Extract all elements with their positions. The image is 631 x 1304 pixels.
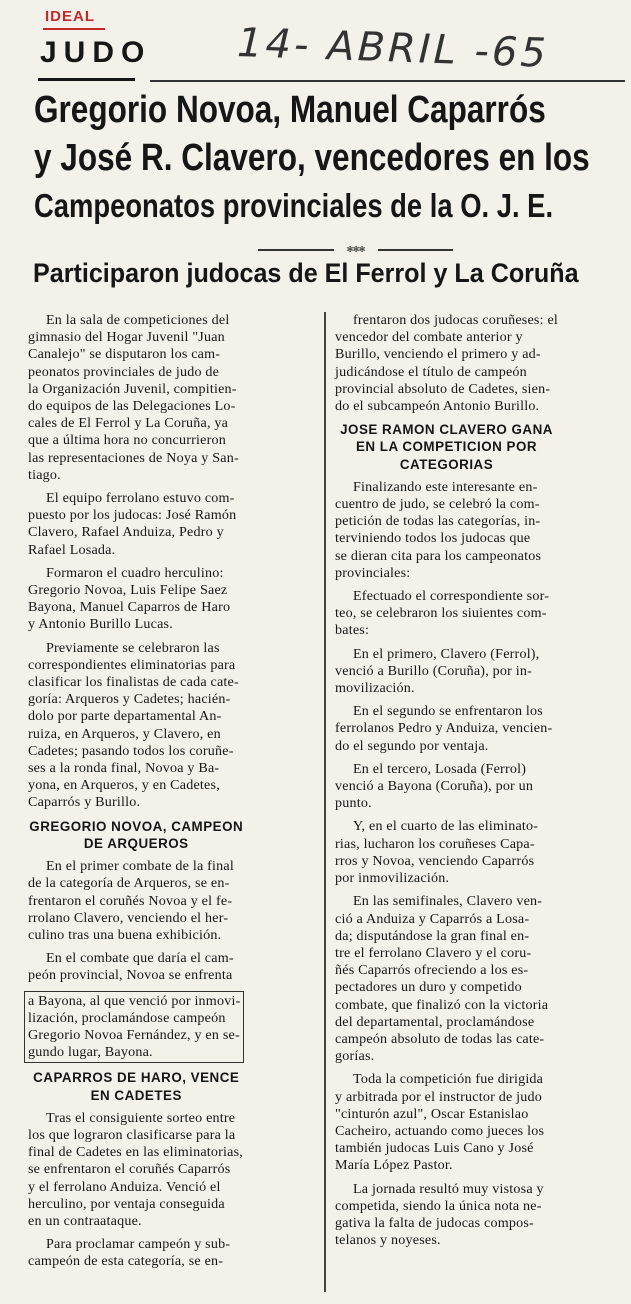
text-line: En el tercero, Losada (Ferrol) bbox=[353, 760, 527, 777]
text-line: María López Pastor. bbox=[335, 1157, 453, 1174]
text-line: gimnasio del Hogar Juvenil "Juan bbox=[28, 329, 225, 346]
headline-line-2: y José R. Clavero, vencedores en los bbox=[34, 137, 590, 179]
text-line: En las semifinales, Clavero ven- bbox=[353, 893, 543, 910]
paragraph bbox=[335, 1181, 558, 1250]
paragraph bbox=[28, 858, 244, 944]
text-line: ferrolanos Pedro y Anduiza, vencien- bbox=[335, 720, 553, 737]
text-line: dolo por parte departamental An- bbox=[28, 708, 222, 725]
text-line: y el ferrolano Anduiza. Venció el bbox=[28, 1178, 221, 1195]
text-line: Rafael Losada. bbox=[28, 541, 116, 558]
paragraph bbox=[28, 1110, 244, 1230]
text-line: peonatos provinciales de judo de bbox=[28, 363, 220, 380]
text-line: competida, siendo la única nota ne- bbox=[335, 1197, 542, 1214]
text-line: campeón de esta categoría, se en- bbox=[28, 1253, 224, 1270]
text-line: que a última hora no concurrieron bbox=[28, 432, 226, 449]
text-line: de la categoría de Arqueros, se en- bbox=[28, 875, 230, 892]
paragraph bbox=[335, 1071, 558, 1174]
text-line: do equipos de las Delegaciones Lo- bbox=[28, 398, 236, 415]
text-line: cales de El Ferrol y La Coruña, ya bbox=[28, 415, 229, 432]
paragraph bbox=[335, 818, 558, 887]
text-line: terviniendo todos los judocas que bbox=[335, 530, 531, 547]
text-line: Toda la competición fue dirigida bbox=[353, 1071, 544, 1088]
text-line: da; disputándose la gran final en- bbox=[335, 927, 530, 944]
section-underline bbox=[38, 78, 135, 81]
text-line: y arbitrada por el instructor de judo bbox=[335, 1088, 542, 1105]
spacer bbox=[28, 1271, 244, 1277]
text-line: goría: Arqueros y Cadetes; hacién- bbox=[28, 691, 231, 708]
paragraph bbox=[28, 312, 244, 484]
text-line: las representaciones de Noya y San- bbox=[28, 449, 239, 466]
text-line: frentaron dos judocas coruñeses: el bbox=[353, 312, 559, 328]
source-label: IDEAL bbox=[45, 8, 95, 25]
text-line: clasificar los finalistas de cada cate- bbox=[28, 674, 239, 691]
ornament-rule-right bbox=[378, 249, 453, 251]
text-line: Cacheiro, actuando como jueces los bbox=[335, 1122, 545, 1139]
text-line: a Bayona, al que venció por inmovi- bbox=[28, 992, 241, 1009]
text-line: JOSE RAMON CLAVERO GANA bbox=[340, 422, 553, 438]
text-line: Previamente se celebraron las bbox=[46, 639, 220, 656]
text-line: vencedor del combate anterior y bbox=[335, 329, 523, 346]
text-line: La jornada resultó muy vistosa y bbox=[353, 1180, 544, 1197]
text-line: la Organización Juvenil, compitien- bbox=[28, 380, 237, 397]
text-line: CAPARROS DE HARO, VENCE bbox=[33, 1070, 240, 1086]
text-line: GREGORIO NOVOA, CAMPEON bbox=[29, 818, 244, 834]
text-line: por inmovilización. bbox=[335, 870, 450, 887]
text-line: telanos y noyeses. bbox=[335, 1232, 441, 1249]
text-line: culino tras una buena exhibición. bbox=[28, 926, 222, 943]
subsection-heading bbox=[28, 1069, 244, 1103]
text-line: Burillo, venciendo el primero y ad- bbox=[335, 346, 541, 363]
text-line: peón provincial, Novoa se enfrenta bbox=[28, 967, 233, 984]
text-line: judicándose el título de campeón bbox=[335, 363, 527, 380]
text-line: En el combate que daría el cam- bbox=[46, 950, 234, 967]
text-line: en un contraataque. bbox=[28, 1212, 142, 1229]
paragraph bbox=[28, 1236, 244, 1270]
text-line: bates: bbox=[335, 622, 370, 639]
ornament-mark: ✻✻✻ bbox=[346, 244, 366, 255]
text-line: gativa la falta de judocas compos- bbox=[335, 1214, 534, 1231]
paragraph bbox=[335, 588, 558, 640]
text-line: Clavero, Rafael Anduiza, Pedro y bbox=[28, 524, 224, 541]
text-line: y Antonio Burillo Lucas. bbox=[28, 616, 173, 633]
text-line: correspondientes eliminatorias para bbox=[28, 656, 236, 673]
text-line: En el segundo se enfrentaron los bbox=[353, 703, 543, 720]
text-line: El equipo ferrolano estuvo com- bbox=[46, 490, 235, 507]
text-line: también judocas Luis Cano y José bbox=[335, 1140, 534, 1157]
text-line: tiago. bbox=[28, 466, 61, 483]
text-line: DE ARQUEROS bbox=[83, 835, 189, 851]
text-line: venció a Burillo (Coruña), por in- bbox=[335, 662, 533, 679]
text-line: frentaron el coruñés Novoa y el fe- bbox=[28, 892, 233, 909]
paragraph bbox=[335, 479, 558, 582]
handwritten-date: 14- ABRIL -65 bbox=[236, 20, 550, 77]
text-line: del departamental, proclamándose bbox=[335, 1013, 535, 1030]
text-line: Finalizando este interesante en- bbox=[353, 478, 538, 495]
text-line: petición de todas las categorías, in- bbox=[335, 513, 541, 530]
text-line: movilización. bbox=[335, 680, 415, 697]
text-line: ció a Anduiza y Caparrós a Losa- bbox=[335, 910, 530, 927]
spacer bbox=[335, 1249, 558, 1255]
text-line: cuentro de judo, se celebró la com- bbox=[335, 496, 540, 513]
text-line: Gregorio Novoa Fernández, y en se- bbox=[28, 1026, 240, 1043]
text-line: rias, lucharon los coruñeses Capa- bbox=[335, 835, 535, 852]
text-line: pectadores un duro y competido bbox=[335, 979, 522, 996]
text-line: Bayona, Manuel Caparros de Haro bbox=[28, 599, 231, 616]
text-line: gorías. bbox=[335, 1048, 375, 1065]
text-line: rrolano Clavero, venciendo el her- bbox=[28, 909, 229, 926]
text-line: EN LA COMPETICION POR bbox=[355, 439, 538, 455]
text-line: En el primero, Clavero (Ferrol), bbox=[353, 645, 540, 662]
article-column-1 bbox=[28, 312, 244, 1277]
text-line: Tras el consiguiente sorteo entre bbox=[46, 1109, 236, 1126]
text-line: provinciales: bbox=[335, 564, 411, 581]
text-line: los que lograron clasificarse para la bbox=[28, 1126, 236, 1143]
text-line: "cinturón azul", Oscar Estanislao bbox=[335, 1105, 529, 1122]
top-rule bbox=[150, 80, 625, 82]
text-line: Efectuado el correspondiente sor- bbox=[353, 588, 550, 605]
paragraph bbox=[335, 703, 558, 755]
text-line: do el segundo por ventaja. bbox=[335, 737, 489, 754]
paragraph bbox=[335, 761, 558, 813]
text-line: Para proclamar campeón y sub- bbox=[46, 1236, 231, 1253]
text-line: campeón absoluto de todas las cate- bbox=[335, 1030, 545, 1047]
text-line: se enfrentaron el coruñés Caparrós bbox=[28, 1161, 231, 1178]
text-line: yona, en Arqueros, y en Cadetes, bbox=[28, 777, 220, 794]
text-line: teo, se celebraron los siuientes com- bbox=[335, 605, 547, 622]
paragraph bbox=[335, 646, 558, 698]
subsection-heading bbox=[335, 421, 558, 473]
text-line: EN CADETES bbox=[90, 1087, 182, 1103]
paragraph bbox=[335, 893, 558, 1065]
text-line: do el subcampeón Antonio Burillo. bbox=[335, 398, 540, 415]
text-line: tre el ferrolano Clavero y el coru- bbox=[335, 944, 532, 961]
text-line: herculino, por ventaja conseguida bbox=[28, 1195, 225, 1212]
text-line: Caparrós y Burillo. bbox=[28, 794, 141, 811]
text-line: gundo lugar, Bayona. bbox=[28, 1044, 153, 1061]
text-line: En el primer combate de la final bbox=[46, 858, 234, 875]
headline-line-3: Campeonatos provinciales de la O. J. E. bbox=[34, 187, 554, 224]
text-line: Formaron el cuadro herculino: bbox=[46, 564, 224, 581]
text-line: puesto por los judocas: José Ramón bbox=[28, 507, 237, 524]
headline-line-1: Gregorio Novoa, Manuel Caparrós bbox=[34, 89, 546, 131]
text-line: ñés Caparrós ofreciendo a los es- bbox=[335, 962, 529, 979]
text-line: venció a Bayona (Coruña), por un bbox=[335, 778, 534, 795]
text-line: se dieran cita para los campeonatos bbox=[335, 547, 542, 564]
text-line: En la sala de competiciones del bbox=[46, 312, 230, 328]
text-line: combate, que finalizó con la victoria bbox=[335, 996, 549, 1013]
text-line: punto. bbox=[335, 795, 372, 812]
text-line: CATEGORIAS bbox=[399, 456, 494, 472]
article-column-2 bbox=[335, 312, 558, 1255]
text-line: provincial absoluto de Cadetes, sien- bbox=[335, 380, 551, 397]
text-line: ruiza, en Arqueros, y Clavero, en bbox=[28, 725, 221, 742]
text-line: Y, en el cuarto de las eliminato- bbox=[353, 818, 539, 835]
subheadline: Participaron judocas de El Ferrol y La Coruña bbox=[33, 258, 579, 288]
text-line: Cadetes; pasando todos los coruñe- bbox=[28, 742, 234, 759]
text-line: lización, proclamándose campeón bbox=[28, 1009, 226, 1026]
paragraph bbox=[335, 312, 558, 415]
column-divider bbox=[324, 312, 326, 1292]
text-line: final de Cadetes en las eliminatorias, bbox=[28, 1144, 244, 1161]
text-line: rros y Novoa, venciendo Caparrós bbox=[335, 852, 535, 869]
paragraph bbox=[28, 490, 244, 559]
section-title: JUDO bbox=[40, 36, 152, 69]
headline bbox=[34, 86, 590, 230]
text-line: Gregorio Novoa, Luis Felipe Saez bbox=[28, 582, 228, 599]
ornament-divider bbox=[258, 244, 453, 256]
paragraph bbox=[28, 640, 244, 812]
paragraph bbox=[28, 565, 244, 634]
subsection-heading bbox=[28, 818, 244, 852]
text-line: Canalejo" se disputaron los cam- bbox=[28, 346, 221, 363]
paragraph bbox=[28, 950, 244, 984]
source-underline bbox=[43, 28, 105, 30]
boxed-paragraph bbox=[24, 991, 244, 1064]
ornament-rule-left bbox=[258, 249, 334, 251]
text-line: ses a la ronda final, Novoa y Ba- bbox=[28, 760, 220, 777]
